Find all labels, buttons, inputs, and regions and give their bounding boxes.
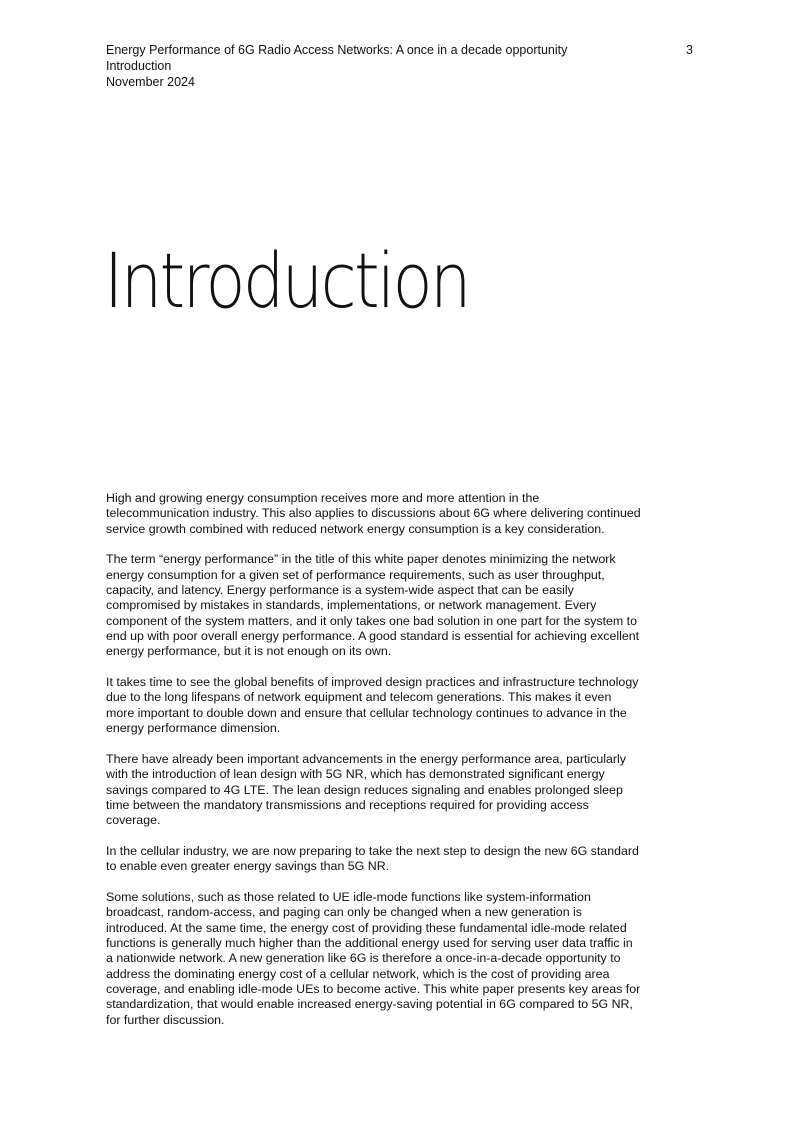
body-text bbox=[106, 491, 641, 1043]
header-date: November 2024 bbox=[106, 75, 195, 89]
header-section-name: Introduction bbox=[106, 59, 172, 73]
header-document-title: Energy Performance of 6G Radio Access Networks: A once in a decade opportunity bbox=[106, 43, 568, 57]
paragraph: Some solutions, such as those related to UE idle-mode functions like system-information broadcast, random-access, and paging can only be changed when a new generation is introduced. At the same time, the energy cost of providing these fundamental idle-mode related functions is generally much higher than the additional energy used for serving user data traffic in a nationwide network. A new generation like 6G is therefore a once-in-a-decade opportunity to address the dominating energy cost of a cellular network, which is the cost of providing area coverage, and enabling idle-mode UEs to become active. This white paper presents key areas for standardization, that would enable increased energy-saving potential in 6G compared to 5G NR, for further discussion. bbox=[106, 889, 641, 1027]
paragraph: High and growing energy consumption receives more and more attention in the telecommunication industry. This also applies to discussions about 6G where delivering continued service growth combined with reduced network energy consumption is a key consideration. bbox=[106, 491, 641, 536]
paragraph: It takes time to see the global benefits of improved design practices and infrastructure technology due to the long lifespans of network equipment and telecom generations. This makes it even more important to double down and ensure that cellular technology continues to advance in the energy performance dimension. bbox=[106, 675, 639, 736]
page-title: Introduction bbox=[104, 236, 469, 325]
paragraph: The term “energy performance” in the title of this white paper denotes minimizing the network energy consumption for a given set of performance requirements, such as user throughput, capacity, and latency. Energy performance is a system-wide aspect that can be easily compromised by mistakes in standards, implementations, or network management. Every component of the system matters, and it only takes one bad solution in one part for the system to end up with poor overall energy performance. A good standard is essential for achieving excellent energy performance, but it is not enough on its own. bbox=[106, 552, 640, 659]
running-header bbox=[106, 42, 666, 90]
paragraph: In the cellular industry, we are now preparing to take the next step to design the new 6G standard to enable even greater energy savings than 5G NR. bbox=[106, 843, 639, 874]
paragraph: There have already been important advancements in the energy performance area, particularly with the introduction of lean design with 5G NR, which has demonstrated significant energy savings compared to 4G LTE. The lean design reduces signaling and enables prolonged sleep time between the mandatory transmissions and receptions required for providing access coverage. bbox=[106, 751, 627, 828]
page-number: 3 bbox=[686, 43, 693, 57]
